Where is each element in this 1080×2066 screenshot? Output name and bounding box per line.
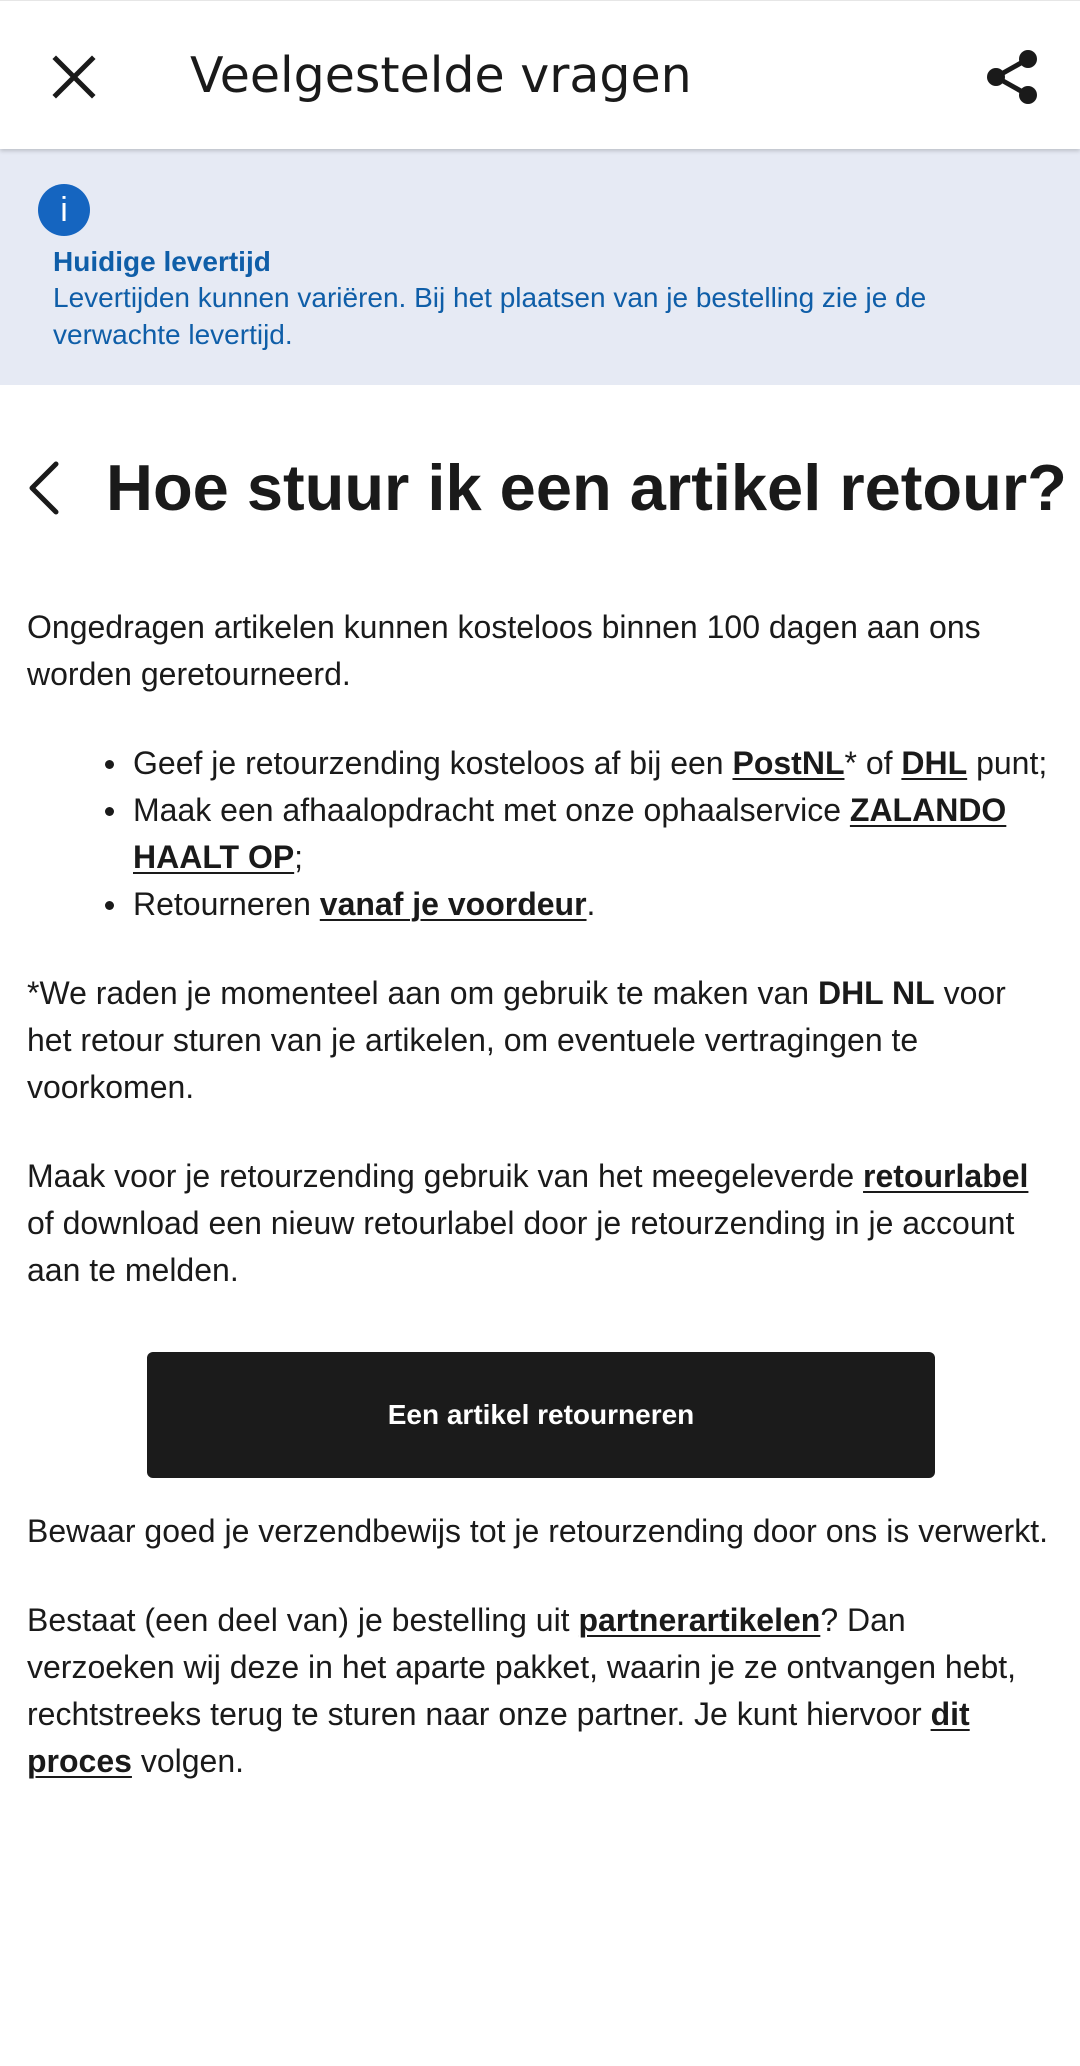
dhl-note-paragraph (27, 970, 1057, 1111)
list-item-text: Geef je retourzending kosteloos af bij een (133, 745, 733, 781)
retourlabel-link[interactable]: retourlabel (863, 1158, 1029, 1194)
partner-paragraph (27, 1597, 1057, 1785)
cta-container (27, 1294, 1057, 1508)
share-button[interactable] (972, 37, 1052, 117)
dit-proces-link[interactable]: dit proces (27, 1696, 970, 1779)
list-item-text: Retourneren (133, 886, 320, 922)
postnl-link[interactable]: PostNL (732, 745, 845, 781)
back-button[interactable] (8, 448, 78, 528)
share-icon (985, 49, 1039, 105)
intro-paragraph: Ongedragen artikelen kunnen kosteloos binnen 100 dagen aan ons worden geretourneerd. (27, 609, 981, 692)
paragraph-text: Bestaat (een deel van) je bestelling uit (27, 1602, 579, 1638)
paragraph-text: ? Dan verzoeken wij deze in het aparte pakket, waarin je ze ontvangen hebt, rechtstreeks terug te sturen naar onze partner. Je kunt hiervoor (27, 1602, 1017, 1732)
note-text: *We raden je momenteel aan om gebruik te maken van (27, 975, 818, 1011)
note-text: voor het retour sturen van je artikelen, om eventuele vertragingen te voorkomen. (27, 975, 1006, 1105)
page-title: Hoe stuur ik een artikel retour? (106, 451, 1067, 524)
app-bar (0, 0, 1080, 149)
info-icon: i (38, 184, 90, 236)
list-item (133, 787, 1057, 881)
return-item-button[interactable]: Een artikel retourneren (147, 1352, 935, 1478)
list-item (133, 881, 1057, 928)
article-body (27, 604, 1057, 1785)
app-bar-title: Veelgestelde vragen (190, 47, 692, 104)
return-options-list (27, 740, 1057, 928)
close-icon (52, 55, 96, 99)
paragraph-text: volgen. (131, 1743, 245, 1779)
list-item-text: * of (844, 745, 902, 781)
keep-receipt-paragraph: Bewaar goed je verzendbewijs tot je retourzending door ons is verwerkt. (27, 1513, 1048, 1549)
vanaf-je-voordeur-link[interactable]: vanaf je voordeur (319, 886, 587, 922)
return-label-paragraph (27, 1153, 1057, 1294)
list-item-text: . (586, 886, 596, 922)
partnerartikelen-link[interactable]: partnerartikelen (578, 1602, 821, 1638)
info-banner-title: Huidige levertijd (53, 246, 271, 277)
list-item-text: ; (294, 839, 304, 875)
close-button[interactable] (34, 37, 114, 117)
dhl-link[interactable]: DHL (901, 745, 968, 781)
info-banner (0, 149, 1080, 385)
paragraph-text: of download een nieuw retourlabel door je retourzending in je account aan te melden. (27, 1205, 1015, 1288)
info-banner-text: Levertijden kunnen variëren. Bij het plaatsen van je bestelling zie je de verwachte levertijd. (53, 282, 927, 350)
list-item-text: Maak een afhaalopdracht met onze ophaalservice (133, 792, 850, 828)
list-item (133, 740, 1057, 787)
list-item-text: punt; (967, 745, 1048, 781)
paragraph-text: Maak voor je retourzending gebruik van het meegeleverde (27, 1158, 864, 1194)
zalando-haalt-op-link[interactable]: ZALANDO HAALT OP (133, 792, 1007, 875)
dhl-nl-text: DHL NL (817, 975, 935, 1011)
chevron-left-icon (26, 461, 60, 515)
